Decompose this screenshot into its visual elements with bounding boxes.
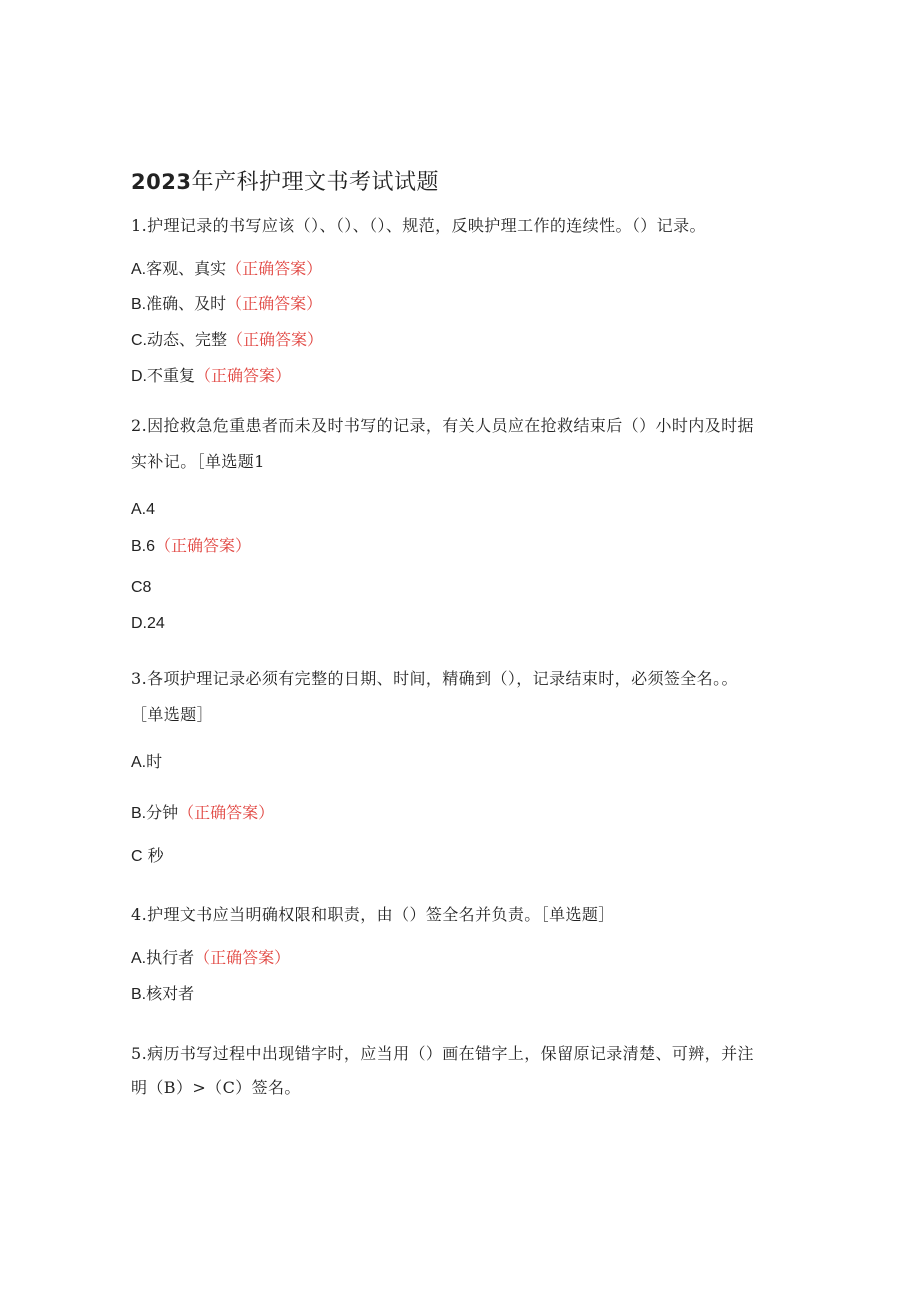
question-2-stem-line-2: 实补记。［单选题1 xyxy=(131,452,265,471)
option-text: 分钟 xyxy=(146,803,179,822)
document-title xyxy=(131,166,439,199)
correct-answer-mark: （正确答案） xyxy=(155,536,252,555)
correct-answer-mark: （正确答案） xyxy=(195,366,292,385)
question-3-stem-line-2: ［单选题］ xyxy=(131,705,214,724)
option-prefix: A.4 xyxy=(131,501,156,518)
option-prefix: B. xyxy=(131,296,147,313)
q1-option-d xyxy=(131,364,291,389)
correct-answer-mark: （正确答案） xyxy=(226,259,323,278)
option-prefix: A. xyxy=(131,261,147,278)
option-prefix: B. xyxy=(131,805,147,822)
q1-option-c xyxy=(131,328,323,353)
q1-option-b xyxy=(131,292,322,317)
q4-option-a xyxy=(131,946,290,971)
option-prefix: B. xyxy=(131,986,147,1003)
option-text: 客观、真实 xyxy=(146,259,227,278)
title-text: 年产科护理文书考试试题 xyxy=(191,170,439,195)
option-text: 执行者 xyxy=(146,948,195,967)
q3-option-c xyxy=(131,844,164,869)
option-text: 不重复 xyxy=(147,366,196,385)
option-prefix: C8 xyxy=(131,579,152,596)
q2-option-d xyxy=(131,611,165,636)
option-prefix: B.6 xyxy=(131,538,156,555)
option-text: 动态、完整 xyxy=(147,330,228,349)
question-5-stem-line-1: 5.病历书写过程中出现错字时，应当用（）画在错字上，保留原记录清楚、可辨，并注 xyxy=(131,1044,754,1063)
option-text: 秒 xyxy=(147,846,164,865)
q2-option-a xyxy=(131,497,155,522)
option-prefix: D.24 xyxy=(131,615,165,632)
question-2-stem-line-1: 2.因抢救急危重患者而未及时书写的记录，有关人员应在抢救结束后（）小时内及时据 xyxy=(131,416,754,435)
correct-answer-mark: （正确答案） xyxy=(194,948,291,967)
option-prefix: D. xyxy=(131,368,147,385)
q3-option-b xyxy=(131,801,274,826)
q2-option-c xyxy=(131,575,151,600)
question-4-stem: 4.护理文书应当明确权限和职责，由（）签全名并负责。［单选题］ xyxy=(131,905,615,924)
correct-answer-mark: （正确答案） xyxy=(227,330,324,349)
option-text: 时 xyxy=(146,752,163,771)
option-prefix: C. xyxy=(131,332,147,349)
question-5-stem-line-2: 明（B）>（C）签名。 xyxy=(131,1078,301,1097)
q1-option-a xyxy=(131,257,322,282)
question-3-stem-line-1: 3.各项护理记录必须有完整的日期、时间，精确到（），记录结束时，必须签全名。。 xyxy=(131,669,738,688)
option-text: 核对者 xyxy=(146,984,195,1003)
option-prefix: C xyxy=(131,848,143,865)
correct-answer-mark: （正确答案） xyxy=(178,803,275,822)
question-1-stem: 1.护理记录的书写应该（）、（）、（）、规范，反映护理工作的连续性。（）记录。 xyxy=(131,216,706,235)
q3-option-a xyxy=(131,750,162,775)
option-text: 准确、及时 xyxy=(146,294,227,313)
q4-option-b xyxy=(131,982,194,1007)
option-prefix: A. xyxy=(131,754,147,771)
option-prefix: A. xyxy=(131,950,147,967)
q2-option-b xyxy=(131,534,251,559)
title-year: 2023 xyxy=(131,170,192,194)
correct-answer-mark: （正确答案） xyxy=(226,294,323,313)
